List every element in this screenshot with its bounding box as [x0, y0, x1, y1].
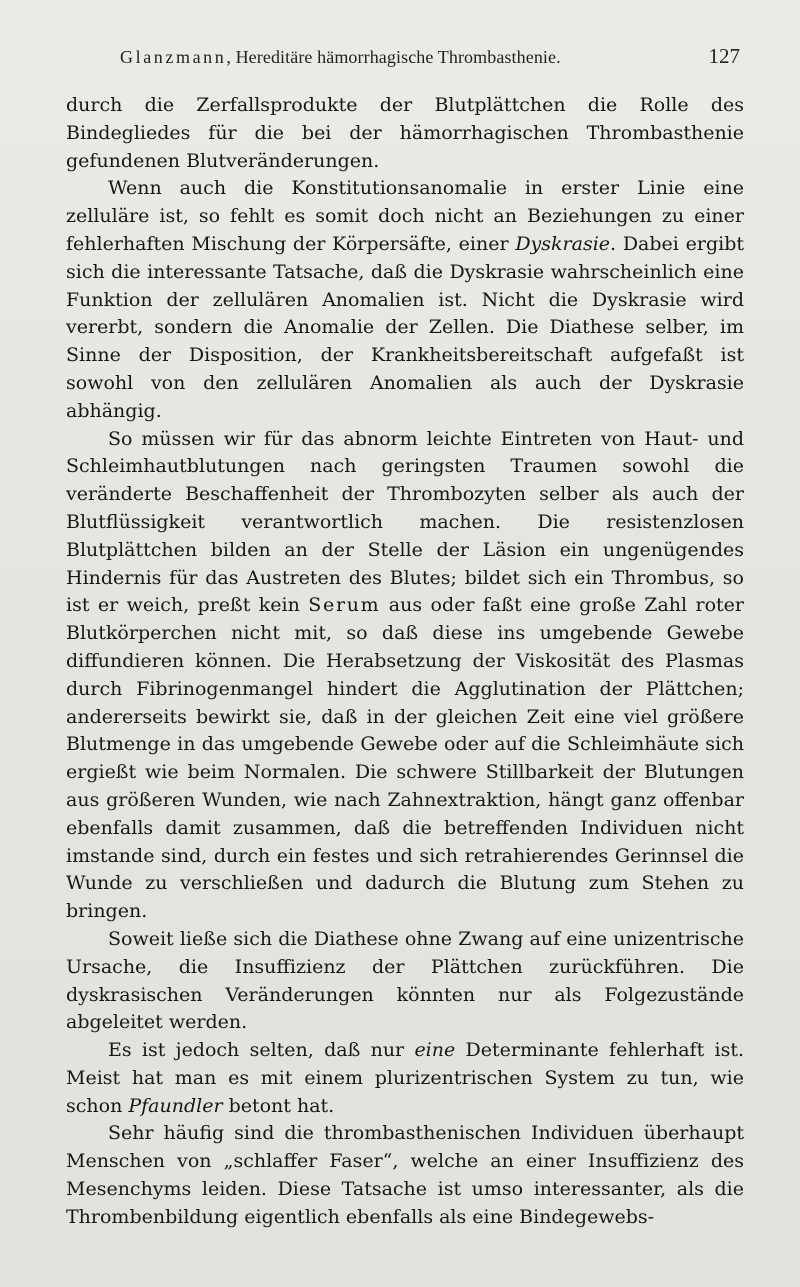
paragraph-5	[66, 1037, 744, 1120]
page-number: 127	[708, 44, 740, 68]
running-header	[120, 40, 740, 74]
body-text	[66, 92, 744, 1232]
author-name: Glanzmann	[120, 47, 227, 67]
paragraph-2-text-end: . Dabei ergibt sich die interessante Tatsache, daß die Dyskrasie wahrscheinlich eine Funktion der zellulären Anomalien ist. Nicht die Dyskrasie wird vererbt, sondern die Anomalie der Zellen. Die Diathese selber, im Sinne der Disposition, der Krankheitsbereitschaft aufgefaßt ist sowohl von den zellulären Anomalien als auch der Dyskrasie abhängig.	[66, 232, 744, 422]
paragraph-6	[66, 1120, 744, 1231]
running-head-text	[120, 40, 561, 74]
paragraph-3	[66, 426, 744, 926]
paragraph-4-text: Soweit ließe sich die Diathese ohne Zwang auf eine unizentrische Ursache, die Insuffizienz der Plättchen zurückführen. Die dyskrasischen Veränderungen könnten nur als Folgezustände abgeleitet werden.	[66, 927, 744, 1034]
paragraph-2-text-start: Wenn auch die Konstitutionsanomalie in erster Linie eine zelluläre ist, so fehlt es somit doch nicht an Beziehungen zu einer fehlerhaften Mischung der Körpersäfte, einer	[66, 177, 744, 255]
paragraph-6-text: Sehr häufig sind die thrombasthenischen Individuen überhaupt Menschen von „schlaffer Faser“, welche an einer Insuffizienz des Mesenchyms leiden. Diese Tatsache ist umso interessanter, als die Thrombenbildung eigentlich ebenfalls als eine Bindegewebs-	[66, 1122, 744, 1228]
paragraph-5-text-middle: Determinante fehlerhaft ist. Meist hat man es mit einem plurizentrischen System zu tun, wie schon	[66, 1039, 744, 1117]
paragraph-3-text-start: So müssen wir für das abnorm leichte Eintreten von Haut- und Schleimhautblutungen nach geringsten Traumen sowohl die veränderte Beschaffenheit der Thrombozyten selber als auch der Blutflüssigkeit verantwortlich machen. Die resistenzlosen Blutplättchen bilden an der Stelle der Läsion ein ungenügendes Hindernis für das Austreten des Blutes; bildet sich ein Thrombus, so ist er weich, preßt kein	[66, 427, 744, 617]
paragraph-2	[66, 175, 744, 425]
pfaundler-emphasis: Pfaundler	[128, 1094, 223, 1117]
dyskrasie-emphasis: Dyskrasie	[515, 232, 611, 255]
eine-emphasis: eine	[414, 1039, 456, 1062]
paragraph-5-text-end: betont hat.	[222, 1094, 335, 1117]
paragraph-3-text-end: aus oder faßt eine große Zahl roter Blutkörperchen nicht mit, so daß diese ins umgebende Gewebe diffundieren können. Die Herabsetzung der Viskosität des Plasmas durch Fibrinogenmangel hindert die Agglutination der Plättchen; andererseits bewirkt sie, daß in der gleichen Zeit eine viel größere Blutmenge in das umgebende Gewebe oder auf die Schleimhäute sich ergießt wie beim Normalen. Die schwere Stillbarkeit der Blutungen aus größeren Wunden, wie nach Zahnextraktion, hängt ganz offenbar ebenfalls damit zusammen, daß die betreffenden Individuen nicht imstande sind, durch ein festes und sich retrahierendes Gerinnsel die Wunde zu verschließen und dadurch die Blutung zum Stehen zu bringen.	[66, 594, 744, 923]
paragraph-4	[66, 926, 744, 1037]
serum-spaced-emphasis: Serum	[308, 594, 381, 617]
title-separator: ,	[226, 47, 236, 67]
running-title: Hereditäre hämorrhagische Thrombasthenie.	[235, 47, 561, 67]
paragraph-1-text: durch die Zerfallsprodukte der Blutplättchen die Rolle des Bindegliedes für die bei der hämorrhagischen Thrombasthenie gefundenen Blutveränderungen.	[66, 94, 744, 172]
paragraph-5-text-start: Es ist jedoch selten, daß nur	[108, 1039, 415, 1062]
paragraph-1	[66, 92, 744, 175]
